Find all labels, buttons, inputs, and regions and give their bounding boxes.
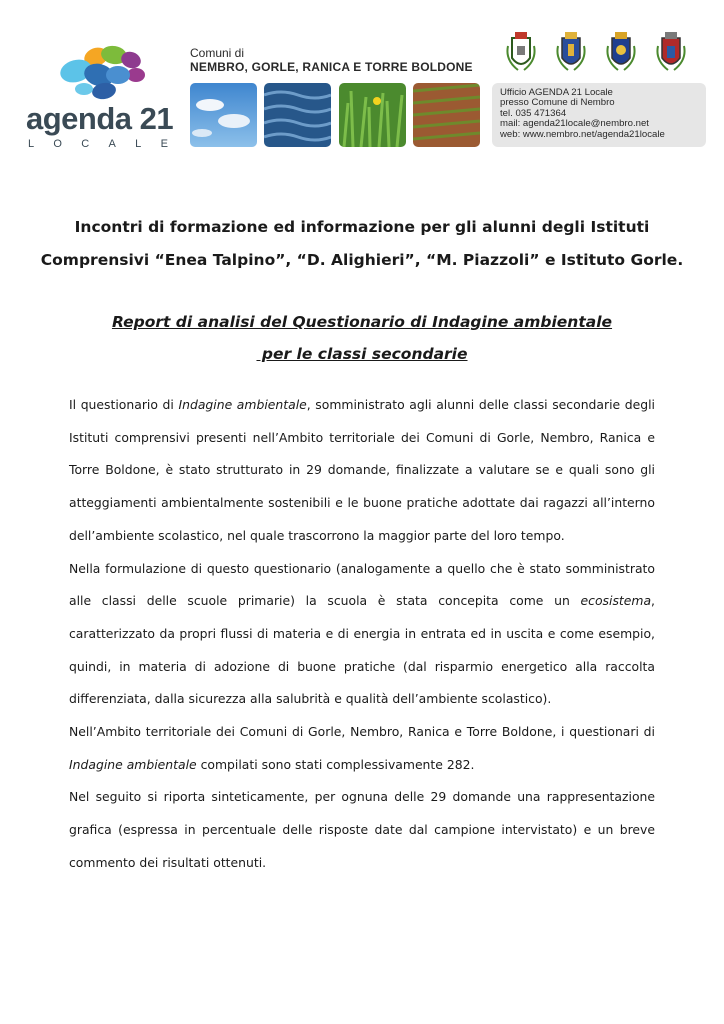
grass-photo: [339, 83, 406, 147]
logo-blobs-icon: [54, 45, 164, 105]
agenda21-logo: [20, 45, 188, 155]
comuni-names: NEMBRO, GORLE, RANICA E TORRE BOLDONE: [190, 60, 473, 74]
logo-brand-text: agenda 21: [26, 101, 174, 136]
emphasis-text: Indagine ambientale: [69, 756, 197, 772]
emphasis-text: Indagine ambientale: [178, 397, 307, 412]
report-body: [69, 389, 655, 880]
comuni-label: Comuni di: [190, 46, 245, 60]
comuni-heading: [190, 46, 473, 74]
office-contact-box: [492, 83, 706, 147]
document-title-line-1: Incontri di formazione ed informazione per gli alunni degli Istituti: [74, 218, 650, 236]
paragraph-methodology: Nella formulazione di questo questionario (analogamente a quello che è stato somministrato alle classi delle scuole primarie) la scuola è stata concepita come un ecosistema, caratterizzato da propri flussi di materia e di energia in entrata ed in uscita e come esempio, quindi, in materia di adozione di buone pratiche (dal risparmio energetico alla raccolta differenziata, dalla sicurezza alla salubrità e qualità dell’ambiente scolastico).: [69, 560, 655, 707]
office-website: web: www.nembro.net/agenda21locale: [500, 128, 665, 140]
document-title-line-2: Comprensivi “Enea Talpino”, “D. Alighieri”, “M. Piazzoli” e Istituto Gorle.: [40, 251, 684, 269]
emphasis-text: ecosistema: [580, 593, 652, 609]
report-subtitle-line-1: Report di analisi del Questionario di Indagine ambientale: [111, 313, 613, 331]
crest-torre-boldone-icon: [654, 30, 688, 76]
crest-ranica-icon: [604, 30, 638, 76]
report-subtitle-line-2: per le classi secondarie: [256, 345, 468, 363]
field-photo: [413, 83, 480, 147]
office-location: presso Comune di Nembro: [500, 97, 615, 109]
municipal-crests: [500, 30, 700, 80]
logo-sub-text: LOCALE: [28, 138, 188, 150]
office-phone: tel. 035 471364: [500, 107, 567, 119]
paragraph-intro: Il questionario di Indagine ambientale, somministrato agli alunni delle classi secondarie degli Istituti comprensivi presenti nell’Ambito territoriale dei Comuni di Gorle, Nembro, Ranica e Torre Boldone, è stato strutturato in 29 domande, finalizzate a valutare se e quali sono gli atteggiamenti ambientalmente sostenibili e le buone pratiche adottate dai ragazzi all’interno dell’ambiente scolastico, nel quale trascorrono la maggior parte del loro tempo.: [69, 397, 656, 543]
paragraph-outline: Nel seguito si riporta sinteticamente, per ognuna delle 29 domande una rappresentazione grafica (espressa in percentuale delle risposte date dal campione intervistato) e un breve commento dei risultati ottenuti.: [69, 789, 655, 870]
water-photo: [264, 83, 331, 147]
sky-photo: [190, 83, 257, 147]
office-name: Ufficio AGENDA 21 Locale: [500, 87, 613, 98]
paragraph-sample-size: Nell’Ambito territoriale dei Comuni di Gorle, Nembro, Ranica e Torre Boldone, i questionari di Indagine ambientale compilati sono stati complessivamente 282.: [69, 724, 655, 772]
crest-gorle-icon: [554, 30, 588, 76]
crest-nembro-icon: [504, 30, 538, 76]
office-email: mail: agenda21locale@nembro.net: [500, 118, 649, 130]
